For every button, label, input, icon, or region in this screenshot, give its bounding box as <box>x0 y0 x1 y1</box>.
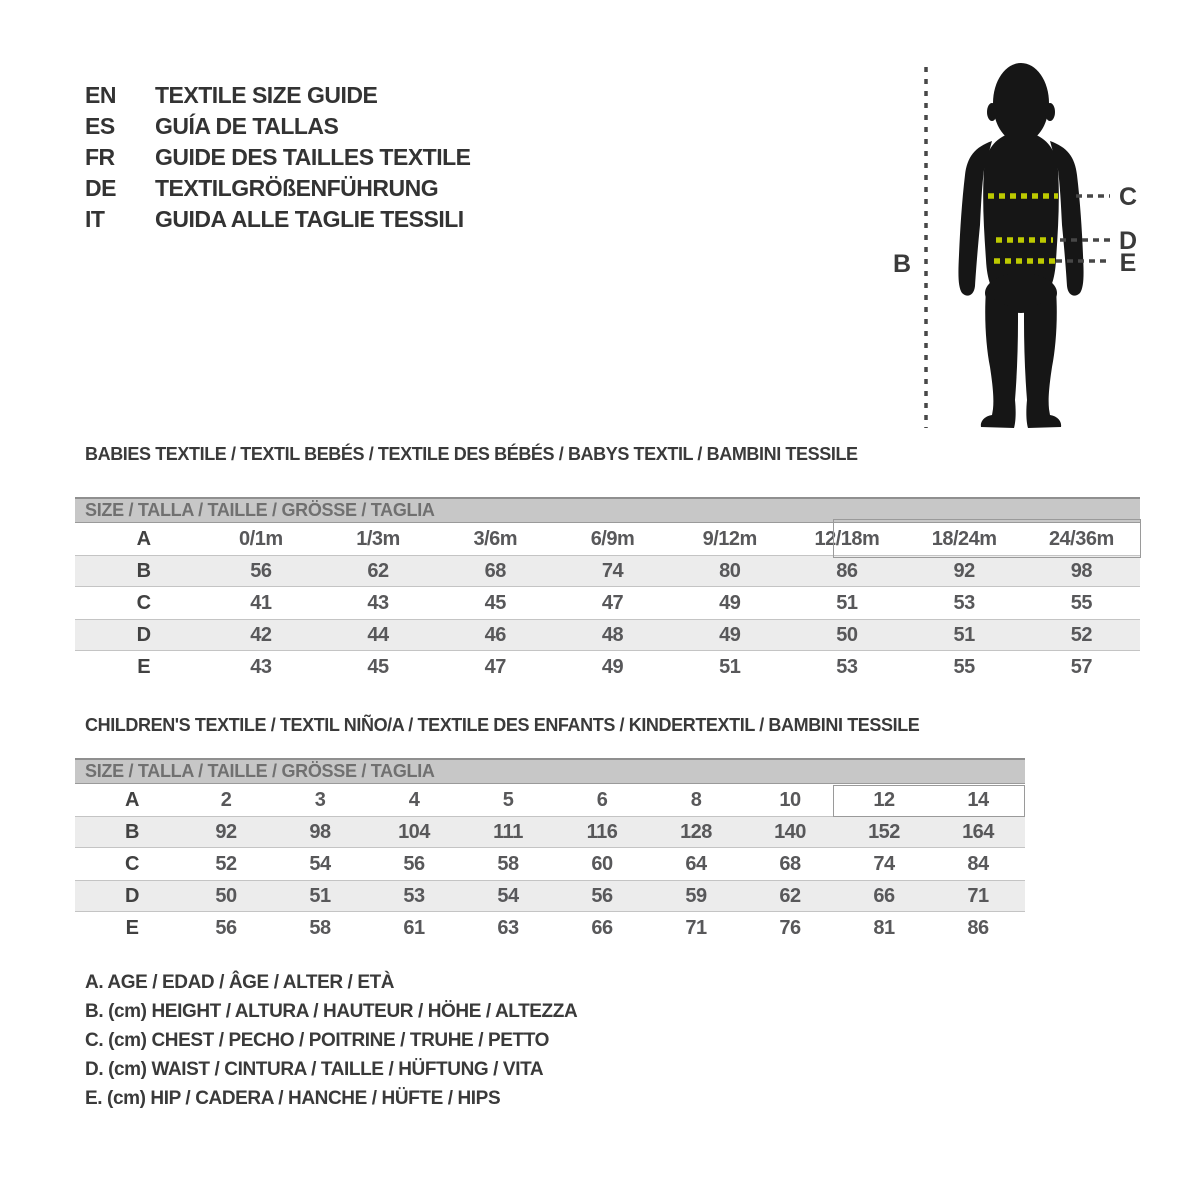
right-leg <box>1024 290 1061 428</box>
cell: 14 <box>967 788 989 811</box>
cell: 104 <box>398 820 430 843</box>
cell: 5 <box>502 788 514 811</box>
cell: 47 <box>601 591 624 614</box>
cell: 128 <box>680 820 712 843</box>
cell: 8 <box>690 788 702 811</box>
cell: 3/6m <box>473 527 518 550</box>
cell: 71 <box>967 884 989 907</box>
cell: 56 <box>591 884 613 907</box>
cell: 4 <box>408 788 420 811</box>
lang-row-es <box>85 111 471 142</box>
row-label: B <box>125 820 139 843</box>
cell: 86 <box>836 559 858 582</box>
cell: 164 <box>962 820 994 843</box>
cell: 84 <box>967 852 989 875</box>
cell: 62 <box>367 559 389 582</box>
row-label: A <box>136 527 151 550</box>
cell: 53 <box>836 655 858 678</box>
legend-line-height: B. (cm) HEIGHT / ALTURA / HAUTEUR / HÖHE / ALTEZZA <box>85 1000 578 1022</box>
cell: 48 <box>601 623 624 646</box>
cell: 6 <box>596 788 608 811</box>
cell: 81 <box>873 916 895 939</box>
lang-title: TEXTILE SIZE GUIDE <box>155 82 378 108</box>
table-row-waist <box>75 880 1025 912</box>
cell: 50 <box>215 884 237 907</box>
cell: 51 <box>953 623 975 646</box>
cell: 80 <box>719 559 741 582</box>
cell: 42 <box>250 623 272 646</box>
cell: 56 <box>403 852 425 875</box>
cell: 55 <box>1070 591 1092 614</box>
cell: 49 <box>719 623 741 646</box>
legend-line-waist: D. (cm) WAIST / CINTURA / TAILLE / HÜFTUNG / VITA <box>85 1058 544 1080</box>
lang-code: DE <box>85 175 116 201</box>
children-section-title: CHILDREN'S TEXTILE / TEXTIL NIÑO/A / TEXTILE DES ENFANTS / KINDERTEXTIL / BAMBINI TESSILE <box>85 715 920 735</box>
cell: 0/1m <box>239 527 283 550</box>
row-label: E <box>137 655 151 678</box>
cell: 44 <box>367 623 389 646</box>
cell: 61 <box>403 916 425 939</box>
cell: 6/9m <box>590 527 635 550</box>
children-table-header: SIZE / TALLA / TAILLE / GRÖSSE / TAGLIA <box>75 758 1025 784</box>
cell: 57 <box>1070 655 1092 678</box>
cell: 12 <box>873 788 895 811</box>
cell: 45 <box>367 655 389 678</box>
cell: 2 <box>220 788 232 811</box>
cell: 46 <box>484 623 506 646</box>
cell: 55 <box>953 655 975 678</box>
cell: 10 <box>779 788 801 811</box>
lang-row-en <box>85 80 471 111</box>
cell: 98 <box>1070 559 1092 582</box>
cell: 140 <box>774 820 806 843</box>
cell: 64 <box>685 852 707 875</box>
label-waist-D: D <box>1118 227 1138 255</box>
babies-highlighted-sizes-box <box>833 519 1141 558</box>
cell: 66 <box>873 884 895 907</box>
lang-title: TEXTILGRÖßENFÜHRUNG <box>155 175 439 201</box>
row-label: C <box>125 852 139 875</box>
label-height-B: B <box>892 250 912 278</box>
babies-table-header: SIZE / TALLA / TAILLE / GRÖSSE / TAGLIA <box>75 497 1140 523</box>
cell: 47 <box>484 655 506 678</box>
cell: 58 <box>497 852 519 875</box>
cell: 54 <box>497 884 519 907</box>
cell: 92 <box>953 559 975 582</box>
lang-title: GUIDA ALLE TAGLIE TESSILI <box>155 206 464 232</box>
cell: 76 <box>779 916 801 939</box>
lang-code: EN <box>85 82 116 108</box>
cell: 43 <box>250 655 272 678</box>
cell: 45 <box>484 591 506 614</box>
label-chest-C: C <box>1118 183 1138 211</box>
table-row-height <box>75 555 1140 587</box>
lang-code: FR <box>85 144 115 170</box>
lang-row-it <box>85 204 471 235</box>
table-row-chest <box>75 587 1140 619</box>
measurement-legend <box>85 968 577 1113</box>
cell: 60 <box>591 852 613 875</box>
children-highlighted-sizes-box <box>833 785 1025 817</box>
cell: 24/36m <box>1048 527 1114 550</box>
cell: 116 <box>586 820 618 843</box>
cell: 74 <box>873 852 895 875</box>
cell: 92 <box>215 820 237 843</box>
cell: 49 <box>719 591 741 614</box>
cell: 74 <box>601 559 624 582</box>
cell: 3 <box>314 788 326 811</box>
cell: 86 <box>967 916 989 939</box>
cell: 98 <box>309 820 331 843</box>
left-leg <box>981 290 1018 428</box>
cell: 111 <box>493 820 523 843</box>
cell: 53 <box>403 884 425 907</box>
cell: 51 <box>309 884 331 907</box>
cell: 53 <box>953 591 975 614</box>
row-label: E <box>125 916 139 939</box>
lang-row-de <box>85 173 471 204</box>
cell: 66 <box>591 916 613 939</box>
lang-code: IT <box>85 206 105 232</box>
cell: 18/24m <box>931 527 997 550</box>
cell: 1/3m <box>356 527 400 550</box>
row-label: D <box>136 623 151 646</box>
label-hip-E: E <box>1119 249 1137 277</box>
cell: 9/12m <box>702 527 757 550</box>
cell: 41 <box>250 591 272 614</box>
legend-line-hip: E. (cm) HIP / CADERA / HANCHE / HÜFTE / HIPS <box>85 1087 501 1109</box>
cell: 50 <box>836 623 858 646</box>
cell: 52 <box>1070 623 1092 646</box>
language-title-block <box>85 80 471 235</box>
row-label: B <box>136 559 151 582</box>
cell: 59 <box>685 884 707 907</box>
cell: 54 <box>309 852 331 875</box>
cell: 51 <box>719 655 741 678</box>
cell: 68 <box>779 852 801 875</box>
cell: 62 <box>779 884 801 907</box>
table-row-chest <box>75 848 1025 880</box>
lang-title: GUÍA DE TALLAS <box>155 113 339 139</box>
legend-line-chest: C. (cm) CHEST / PECHO / POITRINE / TRUHE / PETTO <box>85 1029 549 1051</box>
cell: 71 <box>685 916 707 939</box>
lang-row-fr <box>85 142 471 173</box>
row-label: A <box>125 788 139 811</box>
cell: 52 <box>215 852 237 875</box>
cell: 68 <box>484 559 506 582</box>
cell: 56 <box>250 559 272 582</box>
lang-code: ES <box>85 113 115 139</box>
cell: 51 <box>836 591 858 614</box>
child-silhouette <box>958 63 1083 428</box>
lang-title: GUIDE DES TAILLES TEXTILE <box>155 144 471 170</box>
legend-line-age: A. AGE / EDAD / ÂGE / ALTER / ETÀ <box>85 971 395 993</box>
cell: 12/18m <box>814 527 880 550</box>
table-row-waist <box>75 619 1140 651</box>
cell: 63 <box>497 916 519 939</box>
cell: 58 <box>309 916 331 939</box>
cell: 56 <box>215 916 237 939</box>
babies-section-title: BABIES TEXTILE / TEXTIL BEBÉS / TEXTILE DES BÉBÉS / BABYS TEXTIL / BAMBINI TESSILE <box>85 444 858 464</box>
child-silhouette-figure <box>880 55 1200 445</box>
row-label: C <box>136 591 151 614</box>
cell: 49 <box>601 655 624 678</box>
table-row-height <box>75 816 1025 848</box>
table-row-hip <box>75 912 1025 944</box>
cell: 43 <box>367 591 389 614</box>
cell: 152 <box>868 820 900 843</box>
table-row-hip <box>75 651 1140 683</box>
row-label: D <box>125 884 139 907</box>
